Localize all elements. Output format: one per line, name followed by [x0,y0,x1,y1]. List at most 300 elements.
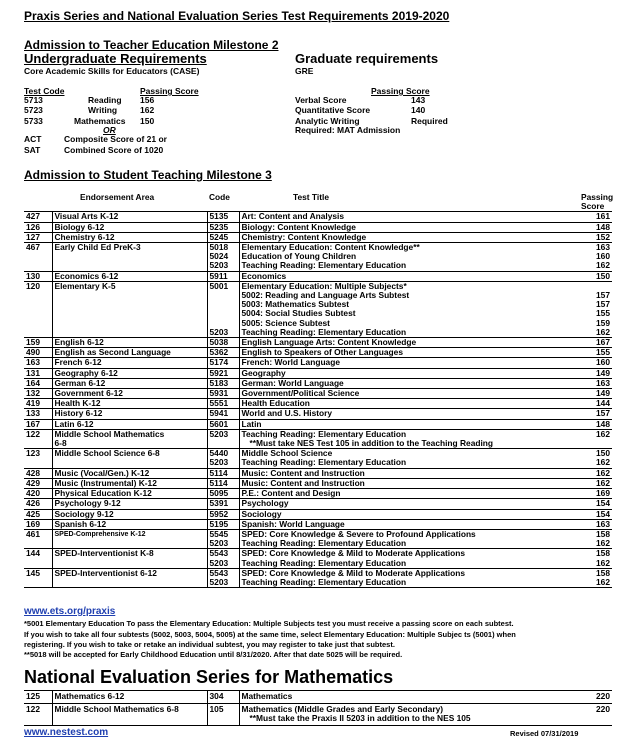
passing-score [579,568,612,587]
endorsement-area [52,243,207,272]
test-title [239,232,579,242]
test-code-text: 5114 [209,477,228,488]
test-title [239,468,579,478]
test-code-text: 5024 [209,251,229,262]
test-title-text: Art: Content and Analysis [241,211,345,222]
passing-score-text: 163 [596,242,610,253]
nes-row [24,703,612,725]
row-number [24,529,52,548]
test-title-text: SPED: Core Knowledge & Mild to Moderate Applications [241,548,466,559]
test-code-text: 5203 [209,428,229,439]
row-number-text: 133 [26,408,40,419]
row-number-text: 425 [26,508,40,519]
test-code-text: 5195 [209,518,229,529]
page-title: Praxis Series and National Evaluation Series Test Requirements 2019-2020 [24,9,450,23]
undergrad-subject: Writing [88,105,118,115]
row-number [24,509,52,519]
passing-score-text: 158 [596,567,610,578]
table-row [24,519,612,529]
table-row [24,468,612,478]
table-row [24,212,612,222]
test-title [239,509,579,519]
endorsement-area [52,222,207,232]
row-number [24,222,52,232]
row-number [24,489,52,499]
note-1: *5001 Elementary Education To pass the Elementary Education: Multiple Subjects test you must receive a passing score on each subtest. [24,619,514,628]
endorsement-area-text: Biology 6-12 [54,221,105,232]
nes-title-main: Mathematics (Middle Grades and Early Secondary) [241,703,444,714]
endorsement-area-text: Music (Vocal/Gen.) K-12 [54,467,150,478]
row-number-text: 122 [26,428,40,439]
test-code [207,389,239,399]
table-row [24,358,612,368]
nestest-link[interactable]: www.nestest.com [24,727,109,738]
endorsement-area-text: Middle School Mathematics [54,428,165,439]
test-code-text: 5245 [209,231,229,242]
endorsement-area-text: French 6-12 [54,357,102,368]
test-title-text: Latin [241,418,262,429]
passing-score-text: 169 [596,488,610,499]
test-code [207,281,239,337]
table-row [24,399,612,409]
row-number-text: 428 [26,467,40,478]
endorsement-area-text: SPED-Comprehensive K-12 [54,530,146,538]
undergrad-heading: Undergraduate Requirements [24,51,207,66]
passing-score-text: 161 [596,211,610,222]
passing-score-text: 159 [596,317,610,328]
test-title-text: 5002: Reading and Language Arts Subtest [241,290,410,301]
test-code-text: 5235 [209,221,229,232]
endorsement-area-text: Elementary K-5 [54,280,116,291]
test-code [207,568,239,587]
row-number-text: 163 [26,357,40,368]
endorsement-area-text: SPED-Interventionist 6-12 [54,567,157,578]
row-number [24,358,52,368]
test-title-text: P.E.: Content and Design [241,488,341,499]
test-title [239,271,579,281]
grad-col-score: Passing Score [371,86,430,96]
undergrad-col-code: Test Code [24,86,65,96]
passing-score-text: 162 [596,260,610,271]
test-code-text: 5921 [209,367,229,378]
passing-score [579,348,612,358]
nes-row [24,691,612,704]
endorsement-area-text: Latin 6-12 [54,418,94,429]
endorsement-area [52,348,207,358]
passing-score-text: 167 [596,337,610,348]
test-title [239,222,579,232]
grad-mat: Required: MAT Admission [295,125,401,135]
test-title-text: Government/Political Science [241,388,360,399]
row-number-text: 419 [26,398,40,409]
test-code-text: 5135 [209,211,229,222]
endorsement-area [52,271,207,281]
test-title [239,419,579,429]
row-number [24,429,52,448]
test-code-text: 5114 [209,467,228,478]
endorsement-area [52,519,207,529]
passing-score-text: 162 [596,477,610,488]
sat-text: Combined Score of 1020 [64,145,164,155]
endorsement-area-text: History 6-12 [54,408,103,419]
row-number-text: 420 [26,488,40,499]
undergrad-code: 5733 [24,116,43,126]
endorsement-area [52,429,207,448]
test-code [207,358,239,368]
grad-score: Required [411,116,448,126]
test-requirements-table [24,193,612,588]
endorsement-area [52,449,207,468]
endorsement-area-text: Visual Arts K-12 [54,211,119,222]
note-2: If you wish to take all four subtests (5002, 5003, 5004, 5005) at the same time, select Elementary Education: Multiple Subjec ts (5001) when [24,630,516,639]
nes-area: Middle School Mathematics 6-8 [52,703,207,725]
test-code-text [210,300,237,309]
passing-score-text: 148 [596,221,610,232]
table-row [24,449,612,468]
test-code-text: 5038 [209,337,229,348]
table-row [24,419,612,429]
nes-num: 122 [24,703,52,725]
endorsement-area-text: Health K-12 [54,398,101,409]
test-title-text: Teaching Reading: Elementary Education [241,260,407,271]
passing-score [579,429,612,448]
act-label: ACT [24,134,42,144]
passing-score [579,409,612,419]
endorsement-area-text: Government 6-12 [54,388,123,399]
table-row [24,478,612,488]
test-title-text: Economics [241,270,287,281]
note-3: registering. If you wish to take or retake an individual subtest, you may register to take just that subtest. [24,640,395,649]
row-number [24,378,52,388]
passing-score-text: 163 [596,377,610,388]
endorsement-area [52,281,207,337]
test-code-text: 5440 [209,448,229,459]
endorsement-area-text: Spanish 6-12 [54,518,107,529]
test-code-text: 5362 [209,347,229,358]
passing-score-text: 162 [596,428,610,439]
act-text: Composite Score of 21 or [64,134,167,144]
test-code [207,549,239,568]
test-code-text: 5183 [209,377,229,388]
test-title-text: Middle School Science [241,448,333,459]
row-number [24,212,52,222]
row-number-text: 131 [26,367,40,378]
passing-score-text: 157 [596,408,610,419]
test-title-text: Biology: Content Knowledge [241,221,356,232]
table-row [24,348,612,358]
table-row [24,509,612,519]
passing-score [579,358,612,368]
row-number-text: 427 [26,211,40,222]
test-title-text: Teaching Reading: Elementary Education [241,428,407,439]
row-number-text: 144 [26,548,40,559]
table-row [24,368,612,378]
test-code-text: 5545 [209,528,229,539]
passing-score-text: 162 [596,557,610,568]
nes-title [239,703,579,725]
header-title: Test Title [239,193,579,212]
test-title-text: Elementary Education: Multiple Subjects* [241,280,407,291]
test-title-text: German: World Language [241,377,344,388]
nes-table [24,690,612,726]
row-number [24,281,52,337]
row-number-text: 145 [26,567,40,578]
endorsement-area-text: English 6-12 [54,337,104,348]
revised-date: Revised 07/31/2019 [510,729,579,738]
test-title-text: English Language Arts: Content Knowledge [241,337,417,348]
endorsement-area-text: Economics 6-12 [54,270,119,281]
test-title [239,389,579,399]
endorsement-area [52,499,207,509]
passing-score-text: 162 [596,467,610,478]
row-number-text: 130 [26,270,40,281]
row-number [24,549,52,568]
test-title [239,568,579,587]
row-number-text: 132 [26,388,40,399]
row-number [24,409,52,419]
table-row [24,489,612,499]
passing-score-text: 154 [596,508,610,519]
passing-score [579,212,612,222]
passing-score-text: 160 [596,251,610,262]
test-code [207,478,239,488]
nes-heading: National Evaluation Series for Mathematics [24,667,394,687]
row-number-text: 169 [26,518,40,529]
test-title [239,338,579,348]
passing-score-text: 162 [596,326,610,337]
passing-score-text: 149 [596,388,610,399]
test-code-text: 5203 [209,557,229,568]
test-title-text: Elementary Education: Content Knowledge** [241,242,420,253]
test-title-text: Teaching Reading: Elementary Education [241,457,407,468]
table-row [24,568,612,587]
test-title-text: Health Education [241,398,310,409]
test-title [239,378,579,388]
passing-score-text: 157 [596,290,610,301]
row-number [24,568,52,587]
passing-score-text: 162 [596,538,610,549]
test-code-text: 5543 [209,567,229,578]
test-title [239,409,579,419]
test-code [207,419,239,429]
nes-code: 105 [207,703,239,725]
row-number [24,338,52,348]
endorsement-area [52,489,207,499]
test-title-text: English to Speakers of Other Languages [241,347,403,358]
test-title-text: Chemistry: Content Knowledge [241,231,367,242]
endorsement-area [52,368,207,378]
passing-score [579,499,612,509]
row-number [24,243,52,272]
nes-area: Mathematics 6-12 [52,691,207,704]
passing-score [579,509,612,519]
row-number [24,478,52,488]
row-number [24,232,52,242]
row-number [24,399,52,409]
row-number [24,499,52,509]
nes-title-note: **Must take the Praxis II 5203 in addition to the NES 105 [249,713,471,723]
test-title [239,399,579,409]
test-title-text: Sociology [241,508,282,519]
endorsement-area [52,389,207,399]
passing-score-text: 152 [596,231,610,242]
endorsement-area-text: Physical Education K-12 [54,488,152,499]
table-row [24,429,612,448]
test-code [207,509,239,519]
undergrad-subtitle: Core Academic Skills for Educators (CASE) [24,66,200,76]
passing-score-text: 158 [596,528,610,539]
test-code [207,368,239,378]
endorsement-area [52,549,207,568]
test-title-text: Teaching Reading: Elementary Education [241,576,407,587]
passing-score [579,519,612,529]
test-title [239,489,579,499]
undergrad-score: 150 [140,116,155,126]
undergrad-score: 162 [140,105,155,115]
grad-score: 143 [411,95,426,105]
test-title-text: Education of Young Children [241,251,357,262]
test-code [207,499,239,509]
passing-score [579,449,612,468]
passing-score-text: 149 [596,367,610,378]
passing-score-text: 144 [596,398,610,409]
test-code [207,232,239,242]
table-row [24,222,612,232]
test-code [207,348,239,358]
passing-score-text: 150 [596,448,610,459]
test-code-text: 5952 [209,508,229,519]
test-code [207,409,239,419]
passing-score [579,232,612,242]
passing-score [579,271,612,281]
passing-score-text: 150 [596,270,610,281]
test-code [207,529,239,548]
row-number-text: 164 [26,377,40,388]
ets-link[interactable]: www.ets.org/praxis [24,606,116,617]
passing-score [579,368,612,378]
row-number [24,348,52,358]
undergrad-col-score: Passing Score [140,86,199,96]
nes-score: 220 [579,691,612,704]
test-code-text: 5941 [209,408,229,419]
passing-score [579,489,612,499]
test-title [239,243,579,272]
test-title [239,348,579,358]
passing-score [579,468,612,478]
endorsement-area [52,509,207,519]
row-number-text: 461 [26,528,40,539]
row-number [24,449,52,468]
endorsement-area-text: Middle School Science 6-8 [54,448,160,459]
nes-score: 220 [579,703,612,725]
table-row [24,378,612,388]
test-title [239,368,579,378]
endorsement-area-text: Chemistry 6-12 [54,231,115,242]
test-code-text: 5203 [209,576,229,587]
test-title-text: World and U.S. History [241,408,333,419]
passing-score-text: 162 [596,457,610,468]
endorsement-area [52,409,207,419]
table-row [24,271,612,281]
row-number-text: 490 [26,347,40,358]
row-number-text: 426 [26,498,40,509]
test-code-text [210,291,237,300]
test-code-text: 5174 [209,357,229,368]
test-title-text: 5004: Social Studies Subtest [241,308,356,319]
test-title-text: 5003: Mathematics Subtest [241,299,350,310]
row-number [24,368,52,378]
test-code [207,378,239,388]
passing-score-text [581,439,610,448]
passing-score [579,478,612,488]
table-row [24,338,612,348]
passing-score [579,419,612,429]
passing-score [579,399,612,409]
endorsement-area [52,232,207,242]
note-4: **5018 will be accepted for Early Childhood Education until 8/31/2020. After that date 5025 will be required. [24,650,403,659]
row-number [24,519,52,529]
milestone3-heading: Admission to Student Teaching Milestone 3 [24,168,272,182]
test-code-text: 5203 [209,457,229,468]
nes-title: Mathematics [239,691,579,704]
endorsement-area [52,419,207,429]
endorsement-area [52,378,207,388]
header-area: Endorsement Area [52,193,207,212]
passing-score-text: 160 [596,357,610,368]
row-number [24,468,52,478]
test-code [207,271,239,281]
endorsement-area-text: German 6-12 [54,377,106,388]
endorsement-area [52,399,207,409]
table-row [24,243,612,272]
test-code-text: 5095 [209,488,229,499]
endorsement-area-text: SPED-Interventionist K-8 [54,548,154,559]
test-code [207,449,239,468]
test-title-text: French: World Language [241,357,340,368]
endorsement-area-text: Music (Instrumental) K-12 [54,477,157,488]
test-title [239,358,579,368]
milestone2-heading: Admission to Teacher Education Milestone 2 [24,38,279,52]
passing-score-text: 154 [596,498,610,509]
passing-score-text: 158 [596,548,610,559]
endorsement-area [52,468,207,478]
passing-score-text: 163 [596,518,610,529]
row-number-text: 127 [26,231,40,242]
endorsement-area [52,568,207,587]
endorsement-area [52,478,207,488]
row-number-text: 429 [26,477,40,488]
test-code [207,222,239,232]
test-title-text: Teaching Reading: Elementary Education [241,326,407,337]
test-code [207,212,239,222]
or-label: OR [103,125,116,135]
table-row [24,389,612,399]
passing-score [579,338,612,348]
row-number [24,419,52,429]
test-title [239,499,579,509]
grad-heading: Graduate requirements [295,51,439,66]
test-code-text: 5931 [209,388,229,399]
table-row [24,549,612,568]
test-code-text: 5391 [209,498,229,509]
test-code-text [210,439,237,448]
table-row [24,281,612,337]
test-code [207,489,239,499]
row-number-text: 123 [26,448,40,459]
test-title-text: Teaching Reading: Elementary Education [241,538,407,549]
grad-score: 140 [411,105,426,115]
header-score: Passing Score [581,192,614,212]
